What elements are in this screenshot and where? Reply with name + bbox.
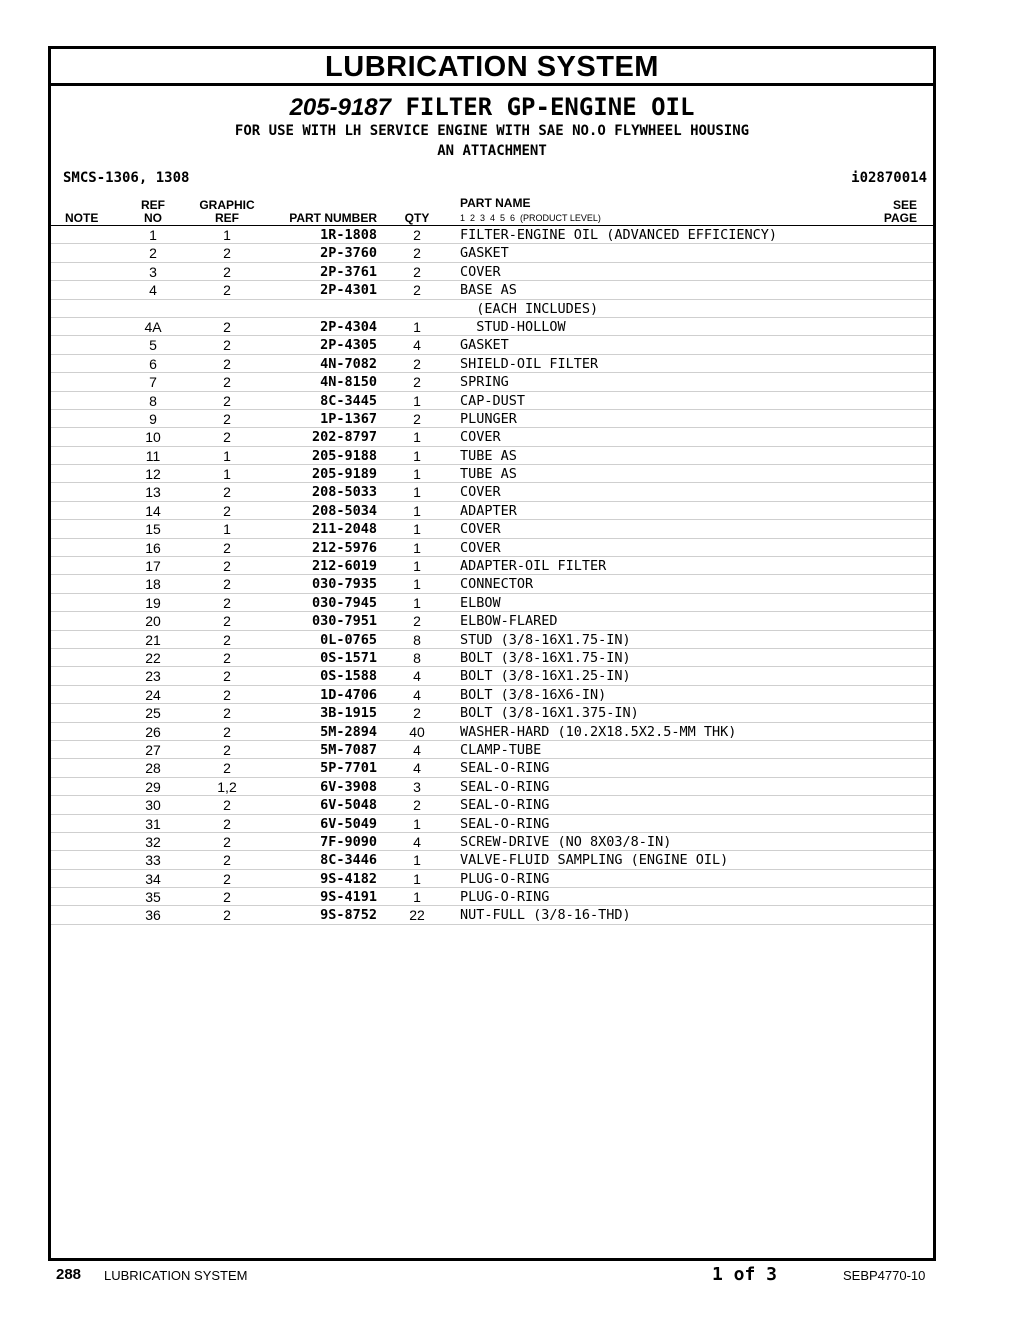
part-number: 2P-4305 bbox=[320, 337, 377, 354]
graphic-ref: 2 bbox=[223, 576, 231, 593]
graphic-ref: 2 bbox=[223, 741, 231, 758]
col-see-top: SEE bbox=[892, 198, 917, 212]
qty: 3 bbox=[413, 778, 421, 795]
graphic-ref: 2 bbox=[223, 907, 231, 924]
graphic-ref: 2 bbox=[223, 852, 231, 869]
col-graphic-top: GRAPHIC bbox=[199, 198, 255, 212]
part-number: 211-2048 bbox=[311, 521, 377, 538]
table-row bbox=[51, 465, 933, 483]
part-number: 205-9188 bbox=[311, 447, 377, 464]
illustration-id: i02870014 bbox=[851, 170, 927, 186]
part-name: VALVE-FLUID SAMPLING (ENGINE OIL) bbox=[460, 852, 729, 869]
group-name: FILTER GP-ENGINE OIL bbox=[405, 93, 695, 121]
qty: 2 bbox=[413, 705, 421, 722]
part-number: 5M-7087 bbox=[320, 741, 377, 758]
part-name: WASHER-HARD (10.2X18.5X2.5-MM THK) bbox=[460, 723, 737, 740]
ref-no: 36 bbox=[145, 907, 161, 924]
part-name: (EACH INCLUDES) bbox=[460, 300, 599, 317]
qty: 2 bbox=[413, 245, 421, 262]
part-number: 0S-1571 bbox=[320, 649, 377, 666]
part-number: 202-8797 bbox=[311, 429, 377, 446]
part-number: 9S-4191 bbox=[320, 889, 377, 906]
part-number: 2P-4304 bbox=[320, 318, 377, 335]
qty: 1 bbox=[413, 318, 421, 335]
table-row bbox=[51, 226, 933, 244]
parts-table bbox=[51, 226, 933, 925]
qty: 2 bbox=[413, 355, 421, 372]
group-number: 205-9187 bbox=[289, 94, 391, 121]
table-row bbox=[51, 667, 933, 685]
ref-no: 28 bbox=[145, 760, 161, 777]
footer-section: LUBRICATION SYSTEM bbox=[104, 1268, 248, 1283]
ref-no: 7 bbox=[149, 374, 157, 391]
qty: 40 bbox=[409, 723, 425, 740]
graphic-ref: 1 bbox=[223, 466, 231, 483]
col-part-number: PART NUMBER bbox=[289, 211, 377, 225]
graphic-ref: 2 bbox=[223, 282, 231, 299]
table-row bbox=[51, 318, 933, 336]
ref-no: 6 bbox=[149, 355, 157, 372]
qty: 22 bbox=[409, 907, 425, 924]
graphic-ref: 2 bbox=[223, 374, 231, 391]
ref-no: 34 bbox=[145, 870, 161, 887]
table-row bbox=[51, 336, 933, 354]
qty: 4 bbox=[413, 668, 421, 685]
part-name: SEAL-O-RING bbox=[460, 778, 550, 795]
col-qty: QTY bbox=[404, 211, 430, 225]
qty: 1 bbox=[413, 429, 421, 446]
table-row bbox=[51, 483, 933, 501]
part-name: COVER bbox=[460, 263, 501, 280]
part-name: BASE AS bbox=[460, 282, 517, 299]
part-number: 212-6019 bbox=[311, 558, 377, 575]
ref-no: 31 bbox=[145, 815, 161, 832]
part-name: CLAMP-TUBE bbox=[460, 741, 542, 758]
graphic-ref: 2 bbox=[223, 539, 231, 556]
graphic-ref: 2 bbox=[223, 815, 231, 832]
ref-no: 2 bbox=[149, 245, 157, 262]
col-ref-bottom: NO bbox=[144, 211, 162, 225]
part-number: 0L-0765 bbox=[320, 631, 377, 648]
part-number: 1P-1367 bbox=[320, 410, 377, 427]
qty: 1 bbox=[413, 870, 421, 887]
part-name: SEAL-O-RING bbox=[460, 815, 550, 832]
ref-no: 8 bbox=[149, 392, 157, 409]
ref-no: 17 bbox=[145, 558, 161, 575]
graphic-ref: 2 bbox=[223, 760, 231, 777]
table-row bbox=[51, 631, 933, 649]
smcs-code: SMCS-1306, 1308 bbox=[63, 170, 190, 186]
graphic-ref: 1,2 bbox=[217, 778, 237, 795]
col-graphic-bottom: REF bbox=[215, 211, 239, 225]
ref-no: 9 bbox=[149, 410, 157, 427]
table-header bbox=[51, 192, 933, 226]
part-name: ADAPTER-OIL FILTER bbox=[460, 558, 607, 575]
table-row bbox=[51, 539, 933, 557]
part-name: GASKET bbox=[460, 245, 509, 262]
ref-no: 14 bbox=[145, 502, 161, 519]
qty: 2 bbox=[413, 410, 421, 427]
section-title: LUBRICATION SYSTEM bbox=[51, 49, 933, 86]
part-name: STUD (3/8-16X1.75-IN) bbox=[460, 631, 631, 648]
description-line-1: FOR USE WITH LH SERVICE ENGINE WITH SAE NO.O FLYWHEEL HOUSING bbox=[234, 123, 750, 139]
col-part-name: PART NAME bbox=[460, 196, 531, 210]
ref-no: 4 bbox=[149, 282, 157, 299]
graphic-ref: 2 bbox=[223, 833, 231, 850]
part-name: COVER bbox=[460, 539, 501, 556]
qty: 2 bbox=[413, 263, 421, 280]
table-row bbox=[51, 392, 933, 410]
col-note: NOTE bbox=[65, 211, 99, 225]
part-name: CAP-DUST bbox=[460, 392, 526, 409]
table-row bbox=[51, 410, 933, 428]
part-name: BOLT (3/8-16X1.375-IN) bbox=[460, 705, 639, 722]
part-name: ADAPTER bbox=[460, 502, 517, 519]
part-name: SEAL-O-RING bbox=[460, 797, 550, 814]
ref-no: 33 bbox=[145, 852, 161, 869]
graphic-ref: 2 bbox=[223, 355, 231, 372]
part-name: PLUNGER bbox=[460, 410, 517, 427]
graphic-ref: 2 bbox=[223, 410, 231, 427]
part-number: 8C-3446 bbox=[320, 852, 377, 869]
table-row bbox=[51, 281, 933, 299]
graphic-ref: 1 bbox=[223, 227, 231, 243]
qty: 1 bbox=[413, 852, 421, 869]
part-name: PLUG-O-RING bbox=[460, 870, 550, 887]
ref-no: 11 bbox=[145, 447, 161, 464]
part-number: 4N-7082 bbox=[320, 355, 377, 372]
ref-no: 32 bbox=[145, 833, 161, 850]
part-name: GASKET bbox=[460, 337, 509, 354]
part-number: 9S-8752 bbox=[320, 907, 377, 924]
table-row bbox=[51, 741, 933, 759]
part-number: 2P-4301 bbox=[320, 282, 377, 299]
table-row bbox=[51, 723, 933, 741]
part-name: FILTER-ENGINE OIL (ADVANCED EFFICIENCY) bbox=[460, 227, 777, 243]
part-number: 3B-1915 bbox=[320, 705, 377, 722]
qty: 1 bbox=[413, 502, 421, 519]
part-number: 9S-4182 bbox=[320, 870, 377, 887]
ref-no: 4A bbox=[144, 318, 162, 335]
table-row bbox=[51, 594, 933, 612]
part-name: ELBOW bbox=[460, 594, 501, 611]
qty: 4 bbox=[413, 686, 421, 703]
qty: 2 bbox=[413, 227, 421, 243]
part-number: 1D-4706 bbox=[320, 686, 377, 703]
col-ref-top: REF bbox=[141, 198, 165, 212]
qty: 1 bbox=[413, 466, 421, 483]
part-number: 1R-1808 bbox=[320, 227, 377, 243]
part-name: PLUG-O-RING bbox=[460, 889, 550, 906]
table-row bbox=[51, 778, 933, 796]
qty: 4 bbox=[413, 741, 421, 758]
table-row bbox=[51, 520, 933, 538]
col-product-levels: 1 2 3 4 5 6 (PRODUCT LEVEL) bbox=[460, 213, 601, 223]
ref-no: 5 bbox=[149, 337, 157, 354]
graphic-ref: 2 bbox=[223, 668, 231, 685]
qty: 4 bbox=[413, 760, 421, 777]
qty: 1 bbox=[413, 521, 421, 538]
qty: 1 bbox=[413, 576, 421, 593]
ref-no: 35 bbox=[145, 889, 161, 906]
part-name: NUT-FULL (3/8-16-THD) bbox=[460, 907, 631, 924]
col-see-bottom: PAGE bbox=[883, 211, 917, 225]
table-row bbox=[51, 575, 933, 593]
part-name: SCREW-DRIVE (NO 8X03/8-IN) bbox=[460, 833, 672, 850]
graphic-ref: 1 bbox=[223, 521, 231, 538]
ref-no: 26 bbox=[145, 723, 161, 740]
part-name: COVER bbox=[460, 521, 501, 538]
qty: 8 bbox=[413, 631, 421, 648]
table-row bbox=[51, 502, 933, 520]
table-row bbox=[51, 244, 933, 262]
ref-no: 21 bbox=[145, 631, 161, 648]
part-number: 6V-5048 bbox=[320, 797, 377, 814]
graphic-ref: 2 bbox=[223, 889, 231, 906]
ref-no: 19 bbox=[145, 594, 161, 611]
part-name: BOLT (3/8-16X1.75-IN) bbox=[460, 649, 631, 666]
qty: 1 bbox=[413, 815, 421, 832]
qty: 1 bbox=[413, 484, 421, 501]
part-number: 4N-8150 bbox=[320, 374, 377, 391]
footer-page-number: 288 bbox=[56, 1266, 82, 1283]
part-name: ELBOW-FLARED bbox=[460, 613, 558, 630]
table-row bbox=[51, 888, 933, 906]
table-row bbox=[51, 428, 933, 446]
table-row bbox=[51, 300, 933, 318]
graphic-ref: 2 bbox=[223, 870, 231, 887]
ref-no: 3 bbox=[149, 263, 157, 280]
table-row bbox=[51, 612, 933, 630]
part-name: TUBE AS bbox=[460, 466, 517, 483]
table-row bbox=[51, 263, 933, 281]
table-row bbox=[51, 870, 933, 888]
graphic-ref: 2 bbox=[223, 613, 231, 630]
ref-no: 22 bbox=[145, 649, 161, 666]
description-line-2: AN ATTACHMENT bbox=[437, 143, 547, 159]
table-row bbox=[51, 833, 933, 851]
table-row bbox=[51, 373, 933, 391]
table-row bbox=[51, 557, 933, 575]
ref-no: 30 bbox=[145, 797, 161, 814]
ref-no: 29 bbox=[145, 778, 161, 795]
table-row bbox=[51, 447, 933, 465]
graphic-ref: 2 bbox=[223, 484, 231, 501]
part-number: 0S-1588 bbox=[320, 668, 377, 685]
graphic-ref: 2 bbox=[223, 502, 231, 519]
part-name: COVER bbox=[460, 429, 501, 446]
group-title bbox=[51, 93, 933, 122]
part-number: 2P-3760 bbox=[320, 245, 377, 262]
footer-document-id: SEBP4770-10 bbox=[843, 1268, 926, 1283]
graphic-ref: 2 bbox=[223, 337, 231, 354]
part-name: SHIELD-OIL FILTER bbox=[460, 355, 599, 372]
ref-no: 12 bbox=[145, 466, 161, 483]
footer-sheet: 1 of 3 bbox=[712, 1264, 778, 1285]
table-row bbox=[51, 851, 933, 869]
part-number: 030-7951 bbox=[311, 613, 377, 630]
table-row bbox=[51, 686, 933, 704]
table-row bbox=[51, 649, 933, 667]
graphic-ref: 1 bbox=[223, 447, 231, 464]
table-row bbox=[51, 906, 933, 924]
part-name: TUBE AS bbox=[460, 447, 517, 464]
table-row bbox=[51, 759, 933, 777]
graphic-ref: 2 bbox=[223, 631, 231, 648]
ref-no: 1 bbox=[149, 227, 157, 243]
part-number: 030-7945 bbox=[311, 594, 377, 611]
part-name: BOLT (3/8-16X1.25-IN) bbox=[460, 668, 631, 685]
table-row bbox=[51, 796, 933, 814]
part-name: STUD-HOLLOW bbox=[460, 318, 566, 335]
qty: 1 bbox=[413, 392, 421, 409]
ref-no: 10 bbox=[145, 429, 161, 446]
part-number: 030-7935 bbox=[311, 576, 377, 593]
table-row bbox=[51, 704, 933, 722]
part-number: 7F-9090 bbox=[320, 833, 377, 850]
part-name: COVER bbox=[460, 484, 501, 501]
graphic-ref: 2 bbox=[223, 797, 231, 814]
part-number: 208-5034 bbox=[311, 502, 377, 519]
part-number: 2P-3761 bbox=[320, 263, 377, 280]
part-name: SPRING bbox=[460, 374, 509, 391]
part-name: SEAL-O-RING bbox=[460, 760, 550, 777]
ref-no: 16 bbox=[145, 539, 161, 556]
qty: 1 bbox=[413, 889, 421, 906]
graphic-ref: 2 bbox=[223, 245, 231, 262]
part-number: 208-5033 bbox=[311, 484, 377, 501]
qty: 2 bbox=[413, 374, 421, 391]
qty: 2 bbox=[413, 613, 421, 630]
qty: 4 bbox=[413, 833, 421, 850]
qty: 1 bbox=[413, 558, 421, 575]
ref-no: 24 bbox=[145, 686, 161, 703]
graphic-ref: 2 bbox=[223, 429, 231, 446]
part-number: 6V-3908 bbox=[320, 778, 377, 795]
graphic-ref: 2 bbox=[223, 649, 231, 666]
qty: 1 bbox=[413, 594, 421, 611]
graphic-ref: 2 bbox=[223, 318, 231, 335]
part-number: 5M-2894 bbox=[320, 723, 377, 740]
graphic-ref: 2 bbox=[223, 594, 231, 611]
part-number: 205-9189 bbox=[311, 466, 377, 483]
qty: 2 bbox=[413, 797, 421, 814]
graphic-ref: 2 bbox=[223, 723, 231, 740]
ref-no: 13 bbox=[145, 484, 161, 501]
table-row bbox=[51, 355, 933, 373]
ref-no: 25 bbox=[145, 705, 161, 722]
ref-no: 23 bbox=[145, 668, 161, 685]
part-number: 212-5976 bbox=[311, 539, 377, 556]
ref-no: 15 bbox=[145, 521, 161, 538]
graphic-ref: 2 bbox=[223, 263, 231, 280]
part-name: CONNECTOR bbox=[460, 576, 534, 593]
ref-no: 20 bbox=[145, 613, 161, 630]
qty: 1 bbox=[413, 539, 421, 556]
graphic-ref: 2 bbox=[223, 686, 231, 703]
part-number: 5P-7701 bbox=[320, 760, 377, 777]
qty: 2 bbox=[413, 282, 421, 299]
qty: 1 bbox=[413, 447, 421, 464]
qty: 8 bbox=[413, 649, 421, 666]
part-number: 6V-5049 bbox=[320, 815, 377, 832]
qty: 4 bbox=[413, 337, 421, 354]
page-frame bbox=[48, 46, 936, 1261]
part-number: 8C-3445 bbox=[320, 392, 377, 409]
ref-no: 18 bbox=[145, 576, 161, 593]
graphic-ref: 2 bbox=[223, 705, 231, 722]
part-name: BOLT (3/8-16X6-IN) bbox=[460, 686, 607, 703]
table-row bbox=[51, 815, 933, 833]
ref-no: 27 bbox=[145, 741, 161, 758]
graphic-ref: 2 bbox=[223, 558, 231, 575]
graphic-ref: 2 bbox=[223, 392, 231, 409]
